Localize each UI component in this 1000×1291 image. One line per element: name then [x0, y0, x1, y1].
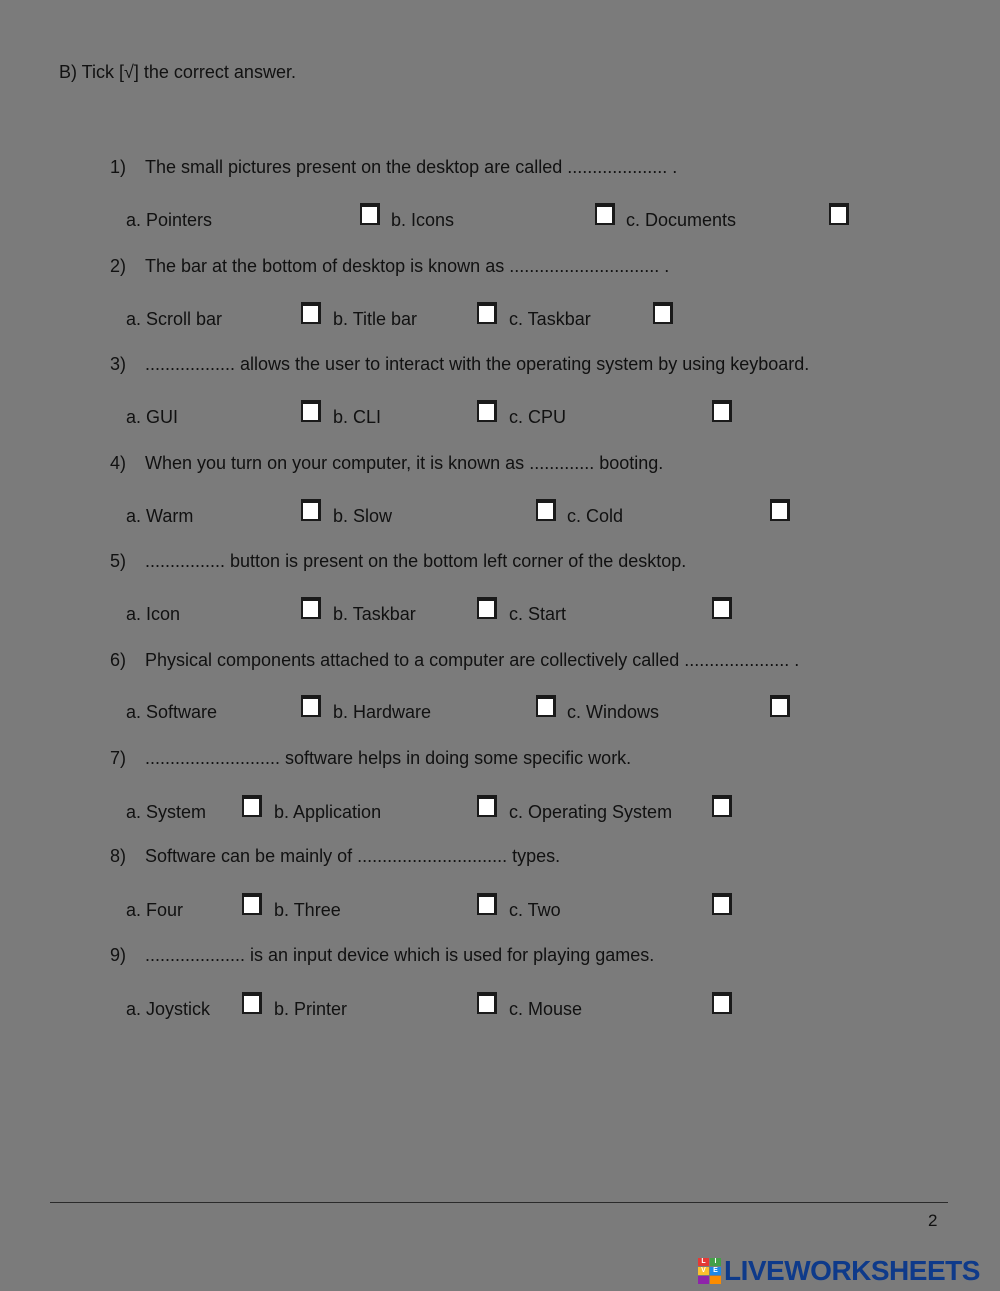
logo-tile: [698, 1276, 709, 1284]
question-9-option-b-label: b. Printer: [274, 999, 348, 1019]
question-9-option-c-checkbox[interactable]: [712, 992, 732, 1014]
question-3: [110, 354, 809, 375]
question-4-option-b-checkbox[interactable]: [536, 499, 556, 521]
question-1: [110, 157, 677, 178]
question-5: [110, 551, 686, 572]
question-text: When you turn on your computer, it is known as ............. booting.: [145, 453, 664, 473]
question-6-option-a-label: a. Software: [126, 702, 218, 722]
question-5-option-c-label: c. Start: [509, 604, 567, 624]
question-1-option-a-label: a. Pointers: [126, 210, 213, 230]
question-number: 2): [110, 256, 127, 276]
question-number: 9): [110, 945, 127, 965]
question-5-option-a-label: a. Icon: [126, 604, 181, 624]
logo-tile: L: [698, 1258, 709, 1266]
question-7-option-a-label: a. System: [126, 802, 207, 822]
question-3-option-b-checkbox[interactable]: [477, 400, 497, 422]
question-2: [110, 256, 669, 277]
question-9-option-a-checkbox[interactable]: [242, 992, 262, 1014]
question-2-option-c-label: c. Taskbar: [509, 309, 591, 329]
question-9: [110, 945, 654, 966]
question-text: .................. allows the user to interact with the operating system by using keyboard.: [145, 354, 810, 374]
question-text: ................ button is present on the bottom left corner of the desktop.: [145, 551, 687, 571]
question-4-option-b-label: b. Slow: [333, 506, 393, 526]
question-1-option-b-checkbox[interactable]: [595, 203, 615, 225]
question-number: 8): [110, 846, 127, 866]
question-7: [110, 748, 631, 769]
question-7-option-b-label: b. Application: [274, 802, 382, 822]
question-9-option-a-label: a. Joystick: [126, 999, 211, 1019]
question-2-option-a-label: a. Scroll bar: [126, 309, 223, 329]
question-text: ........................... software helps in doing some specific work.: [145, 748, 632, 768]
question-2-option-c-checkbox[interactable]: [653, 302, 673, 324]
question-text: The bar at the bottom of desktop is known as .............................. .: [145, 256, 670, 276]
question-2-option-b-checkbox[interactable]: [477, 302, 497, 324]
section-instruction: B) Tick [√] the correct answer.: [59, 62, 296, 82]
question-7-option-b-checkbox[interactable]: [477, 795, 497, 817]
question-number: 3): [110, 354, 127, 374]
question-4-option-c-label: c. Cold: [567, 506, 624, 526]
question-text: The small pictures present on the desktop are called .................... .: [145, 157, 678, 177]
question-7-option-c-label: c. Operating System: [509, 802, 673, 822]
question-2-option-a-checkbox[interactable]: [301, 302, 321, 324]
logo-tile: E: [710, 1267, 721, 1275]
question-9-option-b-checkbox[interactable]: [477, 992, 497, 1014]
question-3-option-a-checkbox[interactable]: [301, 400, 321, 422]
question-number: 6): [110, 650, 127, 670]
liveworksheets-logo: [698, 1256, 980, 1286]
question-text: .................... is an input device which is used for playing games.: [145, 945, 655, 965]
question-4-option-a-label: a. Warm: [126, 506, 194, 526]
logo-icon: [698, 1258, 721, 1284]
question-8: [110, 846, 560, 867]
question-5-option-b-checkbox[interactable]: [477, 597, 497, 619]
question-8-option-a-checkbox[interactable]: [242, 893, 262, 915]
question-number: 5): [110, 551, 127, 571]
question-4: [110, 453, 663, 474]
question-3-option-c-checkbox[interactable]: [712, 400, 732, 422]
question-8-option-c-checkbox[interactable]: [712, 893, 732, 915]
question-1-option-a-checkbox[interactable]: [360, 203, 380, 225]
question-3-option-a-label: a. GUI: [126, 407, 179, 427]
question-number: 4): [110, 453, 127, 473]
logo-tile: I: [710, 1258, 721, 1266]
page-number: 2: [928, 1211, 938, 1230]
question-3-option-b-label: b. CLI: [333, 407, 382, 427]
question-4-option-a-checkbox[interactable]: [301, 499, 321, 521]
question-5-option-b-label: b. Taskbar: [333, 604, 416, 624]
question-6-option-a-checkbox[interactable]: [301, 695, 321, 717]
question-7-option-c-checkbox[interactable]: [712, 795, 732, 817]
logo-tile: V: [698, 1267, 709, 1275]
question-2-option-b-label: b. Title bar: [333, 309, 418, 329]
question-8-option-a-label: a. Four: [126, 900, 184, 920]
question-6-option-b-checkbox[interactable]: [536, 695, 556, 717]
question-4-option-c-checkbox[interactable]: [770, 499, 790, 521]
question-text: Software can be mainly of .............................. types.: [145, 846, 561, 866]
question-3-option-c-label: c. CPU: [509, 407, 567, 427]
question-1-option-c-checkbox[interactable]: [829, 203, 849, 225]
question-6-option-c-label: c. Windows: [567, 702, 660, 722]
logo-tile: [710, 1276, 721, 1284]
footer-divider: [50, 1202, 948, 1203]
question-7-option-a-checkbox[interactable]: [242, 795, 262, 817]
question-1-option-c-label: c. Documents: [626, 210, 737, 230]
question-9-option-c-label: c. Mouse: [509, 999, 583, 1019]
question-text: Physical components attached to a computer are collectively called ..................... .: [145, 650, 800, 670]
question-6-option-b-label: b. Hardware: [333, 702, 432, 722]
question-6: [110, 650, 799, 671]
logo-text: LIVEWORKSHEETS: [724, 1255, 980, 1286]
question-8-option-b-checkbox[interactable]: [477, 893, 497, 915]
question-5-option-a-checkbox[interactable]: [301, 597, 321, 619]
question-1-option-b-label: b. Icons: [391, 210, 455, 230]
question-8-option-c-label: c. Two: [509, 900, 561, 920]
question-number: 1): [110, 157, 127, 177]
question-8-option-b-label: b. Three: [274, 900, 341, 920]
question-6-option-c-checkbox[interactable]: [770, 695, 790, 717]
question-5-option-c-checkbox[interactable]: [712, 597, 732, 619]
question-number: 7): [110, 748, 127, 768]
